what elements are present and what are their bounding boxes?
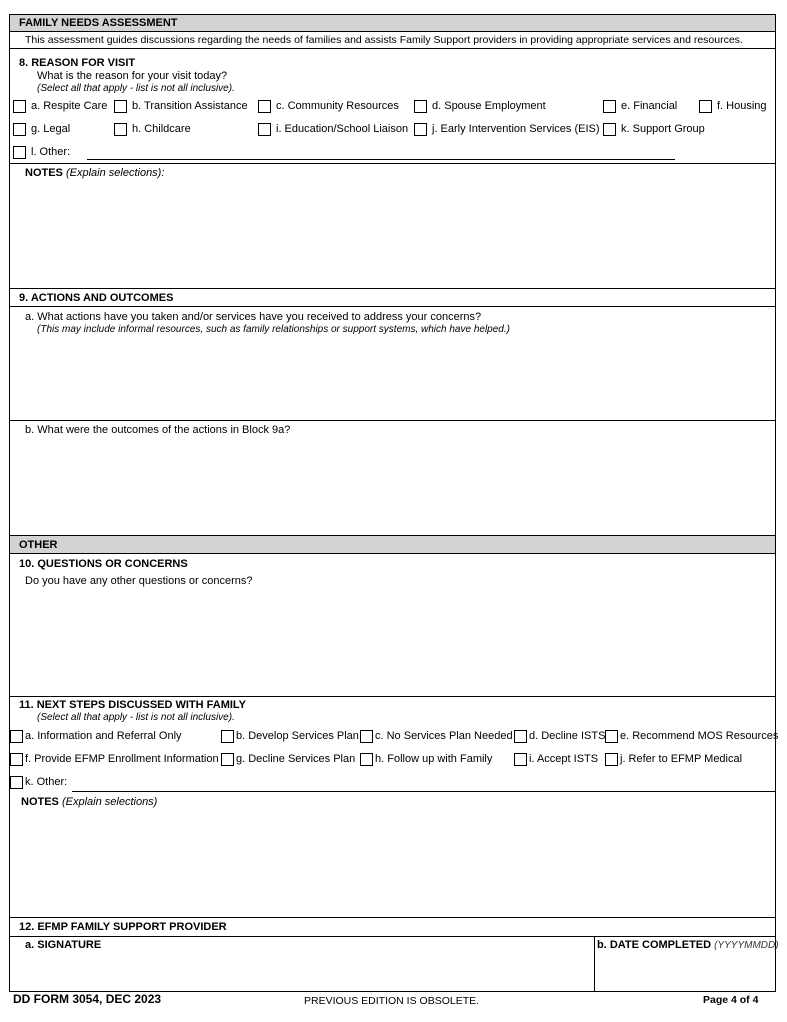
section-12-title: 12. EFMP FAMILY SUPPORT PROVIDER bbox=[19, 921, 227, 933]
section-9b-question: b. What were the outcomes of the actions in Block 9a? bbox=[25, 424, 291, 436]
checkbox-develop-services-plan[interactable] bbox=[221, 730, 234, 743]
date-format: (YYYYMMDD) bbox=[714, 940, 779, 951]
section-header-family-needs bbox=[10, 15, 775, 32]
checkbox-education-school-liaison[interactable] bbox=[258, 123, 271, 136]
checkbox-childcare[interactable] bbox=[114, 123, 127, 136]
section-9a-answer-area[interactable] bbox=[10, 337, 775, 419]
notes-hint: (Explain selections): bbox=[65, 167, 165, 179]
section-9b-answer-area[interactable] bbox=[10, 439, 775, 533]
label-decline-ists: d. Decline ISTS bbox=[529, 730, 606, 742]
checkbox-no-services-plan[interactable] bbox=[360, 730, 373, 743]
checkbox-respite-care[interactable] bbox=[13, 100, 26, 113]
checkbox-decline-ists[interactable] bbox=[514, 730, 527, 743]
checkbox-financial[interactable] bbox=[603, 100, 616, 113]
label-respite-care: a. Respite Care bbox=[31, 100, 108, 112]
divider bbox=[10, 936, 775, 937]
intro-text: This assessment guides discussions regarding the needs of families and assists Family Support providers in providing appropriate services and resources. bbox=[25, 34, 743, 46]
checkbox-refer-efmp-medical[interactable] bbox=[605, 753, 618, 766]
label-recommend-mos: e. Recommend MOS Resources bbox=[620, 730, 779, 742]
date-completed-field[interactable] bbox=[595, 953, 775, 991]
notes-hint: (Explain selections) bbox=[61, 796, 158, 808]
checkbox-community-resources[interactable] bbox=[258, 100, 271, 113]
divider bbox=[10, 696, 775, 697]
label-other-step: k. Other: bbox=[25, 776, 68, 788]
section-8-question: What is the reason for your visit today? bbox=[37, 70, 228, 82]
divider bbox=[10, 163, 775, 164]
checkbox-information-referral[interactable] bbox=[10, 730, 23, 743]
checkbox-recommend-mos[interactable] bbox=[605, 730, 618, 743]
section-11-notes-area[interactable] bbox=[10, 811, 775, 916]
section-8-title: 8. REASON FOR VISIT bbox=[19, 57, 136, 69]
checkbox-spouse-employment[interactable] bbox=[414, 100, 427, 113]
date-completed-label bbox=[597, 939, 779, 951]
other-title: OTHER bbox=[19, 539, 58, 551]
checkbox-housing[interactable] bbox=[699, 100, 712, 113]
section-10-question: Do you have any other questions or concerns? bbox=[25, 575, 253, 587]
section-8-notes-area[interactable] bbox=[10, 181, 775, 287]
label-develop-services-plan: b. Develop Services Plan bbox=[236, 730, 359, 742]
other-step-input[interactable] bbox=[72, 791, 776, 792]
section-11-title: 11. NEXT STEPS DISCUSSED WITH FAMILY bbox=[19, 699, 246, 711]
divider bbox=[10, 917, 775, 918]
checkbox-decline-services-plan[interactable] bbox=[221, 753, 234, 766]
label-accept-ists: i. Accept ISTS bbox=[529, 753, 599, 765]
divider bbox=[10, 288, 775, 289]
section-10-title: 10. QUESTIONS OR CONCERNS bbox=[19, 558, 188, 570]
label-transition-assistance: b. Transition Assistance bbox=[132, 100, 248, 112]
label-decline-services-plan: g. Decline Services Plan bbox=[236, 753, 356, 765]
section-9a-hint: (This may include informal resources, such as family relationships or support systems, which have helped.) bbox=[37, 324, 510, 335]
label-legal: g. Legal bbox=[31, 123, 71, 135]
label-follow-up: h. Follow up with Family bbox=[375, 753, 493, 765]
date-label: b. DATE COMPLETED bbox=[597, 939, 712, 951]
section-header-other bbox=[10, 535, 775, 554]
checkbox-other-step[interactable] bbox=[10, 776, 23, 789]
section-9-title: 9. ACTIONS AND OUTCOMES bbox=[19, 292, 174, 304]
section-11-notes-label bbox=[21, 796, 157, 808]
checkbox-other-reason[interactable] bbox=[13, 146, 26, 159]
label-childcare: h. Childcare bbox=[132, 123, 191, 135]
notes-label: NOTES bbox=[21, 796, 59, 808]
section-10-answer-area[interactable] bbox=[10, 591, 775, 695]
signature-label: a. SIGNATURE bbox=[25, 939, 102, 951]
section-9a-question: a. What actions have you taken and/or services have you received to address your concerns? bbox=[25, 311, 482, 323]
label-education-school-liaison: i. Education/School Liaison bbox=[276, 123, 409, 135]
checkbox-accept-ists[interactable] bbox=[514, 753, 527, 766]
section-11-hint: (Select all that apply - list is not all inclusive). bbox=[37, 712, 235, 723]
page-number: Page 4 of 4 bbox=[703, 994, 759, 1006]
other-reason-input[interactable] bbox=[87, 159, 675, 160]
label-community-resources: c. Community Resources bbox=[276, 100, 399, 112]
divider bbox=[10, 420, 775, 421]
divider bbox=[10, 306, 775, 307]
label-no-services-plan: c. No Services Plan Needed bbox=[375, 730, 513, 742]
label-financial: e. Financial bbox=[621, 100, 678, 112]
section-8-hint: (Select all that apply - list is not all inclusive). bbox=[37, 83, 235, 94]
section-8-notes-label bbox=[25, 167, 164, 179]
checkbox-efmp-enrollment[interactable] bbox=[10, 753, 23, 766]
signature-field[interactable] bbox=[10, 953, 594, 991]
label-housing: f. Housing bbox=[717, 100, 767, 112]
edition-note: PREVIOUS EDITION IS OBSOLETE. bbox=[304, 995, 480, 1007]
form-page bbox=[9, 14, 779, 992]
label-support-group: k. Support Group bbox=[621, 123, 705, 135]
notes-label: NOTES bbox=[25, 167, 63, 179]
label-early-intervention: j. Early Intervention Services (EIS) bbox=[432, 123, 600, 135]
checkbox-legal[interactable] bbox=[13, 123, 26, 136]
label-efmp-enrollment: f. Provide EFMP Enrollment Information bbox=[25, 753, 219, 765]
checkbox-support-group[interactable] bbox=[603, 123, 616, 136]
form-identifier: DD FORM 3054, DEC 2023 bbox=[13, 992, 162, 1006]
checkbox-transition-assistance[interactable] bbox=[114, 100, 127, 113]
label-information-referral: a. Information and Referral Only bbox=[25, 730, 182, 742]
checkbox-follow-up[interactable] bbox=[360, 753, 373, 766]
label-spouse-employment: d. Spouse Employment bbox=[432, 100, 546, 112]
label-refer-efmp-medical: j. Refer to EFMP Medical bbox=[620, 753, 743, 765]
form-title: FAMILY NEEDS ASSESSMENT bbox=[19, 17, 178, 29]
label-other-reason: l. Other: bbox=[31, 146, 71, 158]
checkbox-early-intervention[interactable] bbox=[414, 123, 427, 136]
divider bbox=[10, 48, 775, 49]
